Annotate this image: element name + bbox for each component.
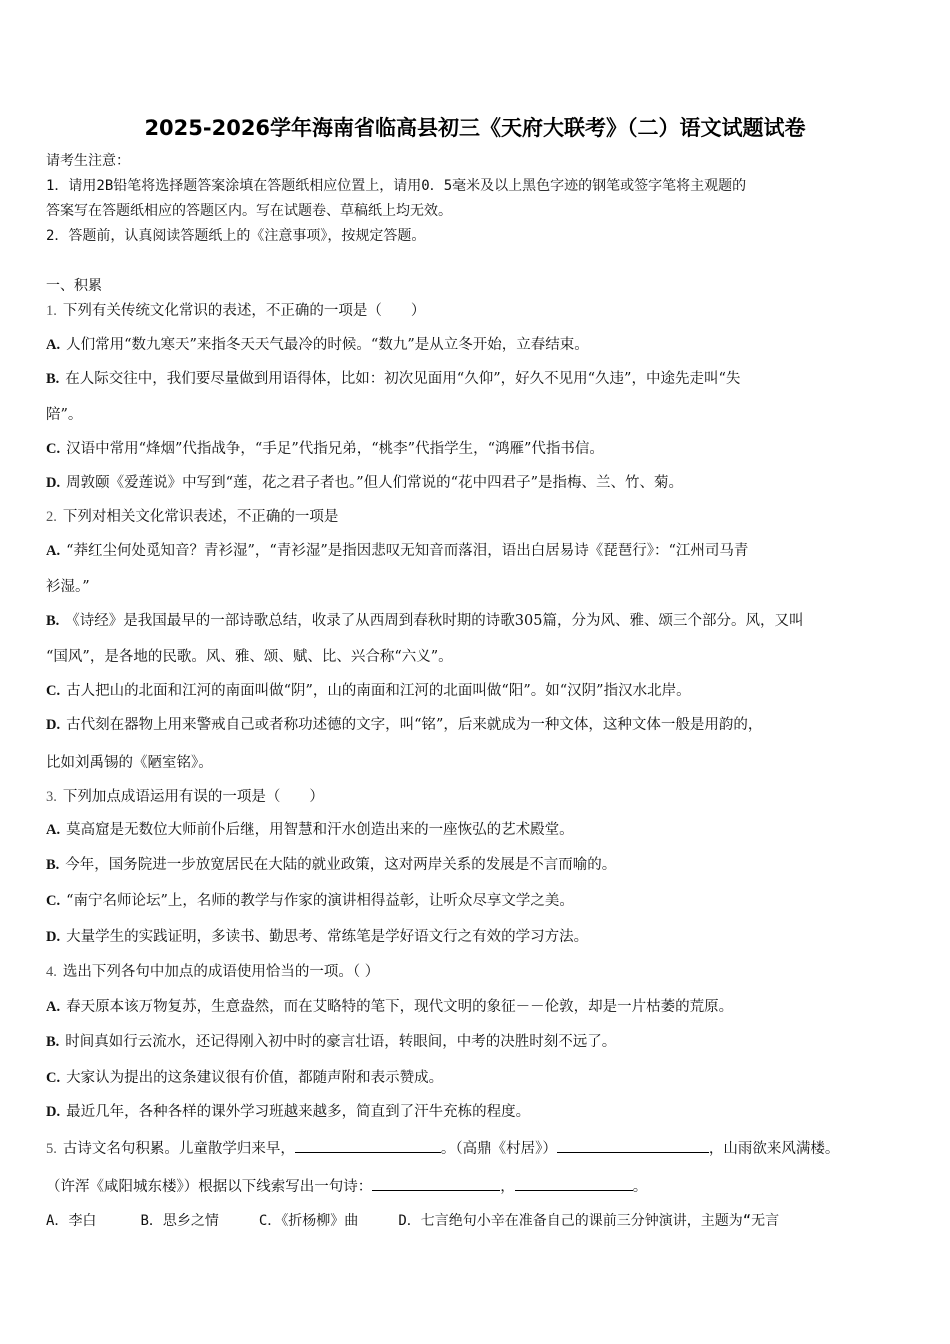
- option-text: 周敦颐《爱莲说》中写到“莲，花之君子者也。”但人们常说的“花中四君子”是指梅、兰、竹、菊。: [66, 475, 684, 491]
- question-text: 。: [632, 1179, 648, 1195]
- option-b: [140, 1213, 218, 1229]
- answer-blank-3[interactable]: [372, 1176, 500, 1191]
- option-letter: A.: [46, 337, 61, 353]
- question-number: 2.: [46, 509, 57, 525]
- question-3-stem: [46, 787, 324, 807]
- option-c: [259, 1213, 358, 1229]
- question-3-option-d: [46, 927, 588, 947]
- section-heading: 一、积累: [46, 278, 102, 294]
- option-letter: D.: [46, 1104, 61, 1120]
- option-letter: D.: [46, 929, 61, 945]
- question-text: 下列加点成语运用有误的一项是（ ）: [62, 789, 324, 805]
- option-letter: B.: [46, 1034, 60, 1050]
- question-3-option-c: [46, 891, 574, 911]
- option-letter: A.: [46, 999, 61, 1015]
- question-5-line-2: [46, 1176, 647, 1197]
- option-text: 大量学生的实践证明，多读书、勤思考、常练笔是学好语文行之有效的学习方法。: [66, 929, 589, 945]
- question-4-option-a: [46, 997, 733, 1017]
- question-text: ，山雨欲来风满楼。: [708, 1141, 840, 1157]
- option-letter: D．: [398, 1213, 421, 1229]
- question-4-option-b: [46, 1032, 616, 1052]
- option-text: 时间真如行云流水，还记得刚入初中时的豪言壮语，转眼间，中考的决胜时刻不远了。: [65, 1034, 617, 1050]
- option-letter: C.: [46, 1070, 61, 1086]
- question-number: 5.: [46, 1141, 57, 1157]
- option-letter: D.: [46, 475, 61, 491]
- option-text: “莽红尘何处觅知音？青衫湿”，“青衫湿”是指因悲叹无知音而落泪，语出白居易诗《琵琶行》：“江州司马青: [66, 543, 749, 559]
- question-2-option-a-cont: 衫湿。”: [46, 579, 90, 595]
- page-title: 2025-2026学年海南省临高县初三《天府大联考》（二）语文试题试卷: [144, 116, 806, 140]
- option-letter: A.: [46, 822, 61, 838]
- option-text: 大家认为提出的这条建议很有价值，都随声附和表示赞成。: [66, 1070, 444, 1086]
- question-3-option-a: [46, 820, 574, 840]
- option-text: 李白: [68, 1213, 97, 1229]
- question-1-option-d: [46, 473, 683, 493]
- option-letter: C.: [46, 441, 61, 457]
- question-5-options: [46, 1211, 779, 1231]
- question-number: 4.: [46, 964, 57, 980]
- option-d: [398, 1213, 779, 1229]
- question-text: 选出下列各句中加点的成语使用恰当的一项。（ ）: [62, 964, 380, 980]
- option-a: [46, 1213, 96, 1229]
- question-2-stem: [46, 507, 338, 527]
- question-2-option-b-cont: “国风”，是各地的民歌。风、雅、颂、赋、比、兴合称“六义”。: [46, 649, 453, 665]
- option-text: 今年，国务院进一步放宽居民在大陆的就业政策，这对两岸关系的发展是不言而喻的。: [65, 857, 617, 873]
- question-1-option-c: [46, 439, 604, 459]
- answer-blank-4[interactable]: [515, 1176, 633, 1191]
- question-text: 。（高鼎《村居》）: [440, 1141, 557, 1157]
- option-letter: C.: [46, 893, 61, 909]
- notice-item-2: 2．答题前，认真阅读答题纸上的《注意事项》，按规定答题。: [46, 228, 426, 244]
- question-1-option-b: [46, 369, 740, 389]
- option-text: 《诗经》是我国最早的一部诗歌总结，收录了从西周到春秋时期的诗歌305篇，分为风、雅、颂三个部分。风，又叫: [65, 613, 804, 629]
- option-letter: B.: [46, 857, 60, 873]
- question-4-option-d: [46, 1102, 530, 1122]
- option-text: 《折杨柳》曲: [281, 1213, 359, 1229]
- question-4-option-c: [46, 1068, 443, 1088]
- question-text: 下列对相关文化常识表述，不正确的一项是: [62, 509, 339, 525]
- option-letter: A．: [46, 1213, 69, 1229]
- option-text: “南宁名师论坛”上，名师的教学与作家的演讲相得益彰，让听众尽享文学之美。: [66, 893, 574, 909]
- option-text: 莫高窟是无数位大师前仆后继，用智慧和汗水创造出来的一座恢弘的艺术殿堂。: [66, 822, 574, 838]
- option-letter: C．: [258, 1213, 282, 1229]
- answer-blank-1[interactable]: [295, 1138, 441, 1153]
- option-letter: A.: [46, 543, 61, 559]
- option-letter: C.: [46, 683, 61, 699]
- question-2-option-a: [46, 541, 748, 561]
- question-4-stem: [46, 962, 379, 982]
- question-1-option-b-cont: 陪”。: [46, 407, 83, 423]
- question-text: ，: [500, 1179, 515, 1195]
- question-1-option-a: [46, 335, 589, 355]
- question-text: （许浑《咸阳城东楼》）根据以下线索写出一句诗：: [46, 1179, 373, 1195]
- question-2-option-d-cont: 比如刘禹锡的《陋室铭》。: [46, 755, 213, 771]
- notice-heading: 请考生注意：: [46, 153, 130, 169]
- option-letter: D.: [46, 717, 61, 733]
- option-text: 人们常用“数九寒天”来指冬天天气最冷的时候。“数九”是从立冬开始，立春结束。: [66, 337, 589, 353]
- option-text: 最近几年，各种各样的课外学习班越来越多，简直到了汗牛充栋的程度。: [66, 1104, 531, 1120]
- option-text: 汉语中常用“烽烟”代指战争，“手足”代指兄弟，“桃李”代指学生，“鸿雁”代指书信。: [66, 441, 604, 457]
- option-text: 在人际交往中，我们要尽量做到用语得体，比如：初次见面用“久仰”，好久不见用“久违”，中途先走叫“失: [65, 371, 741, 387]
- option-text: 春天原本该万物复苏，生意盎然，而在艾略特的笔下，现代文明的象征－－伦敦，却是一片枯萎的荒原。: [66, 999, 734, 1015]
- answer-blank-2[interactable]: [557, 1138, 709, 1153]
- question-2-option-c: [46, 681, 691, 701]
- option-text: 思乡之情: [162, 1213, 219, 1229]
- option-letter: B.: [46, 613, 60, 629]
- option-letter: B.: [46, 371, 60, 387]
- question-text: 下列有关传统文化常识的表述，不正确的一项是（ ）: [62, 303, 426, 319]
- notice-item-1-line-2: 答案写在答题纸相应的答题区内。写在试题卷、草稿纸上均无效。: [46, 203, 452, 219]
- question-number: 3.: [46, 789, 57, 805]
- option-text: 七言绝句小辛在准备自己的课前三分钟演讲，主题为“无言: [420, 1213, 780, 1229]
- question-3-option-b: [46, 855, 616, 875]
- question-2-option-d: [46, 715, 762, 735]
- question-number: 1.: [46, 303, 57, 319]
- question-text: 古诗文名句积累。儿童散学归来早，: [62, 1141, 295, 1157]
- option-letter: B．: [140, 1213, 163, 1229]
- question-1-stem: [46, 301, 425, 321]
- notice-item-1-line-1: 1．请用2B铅笔将选择题答案涂填在答题纸相应位置上，请用0．5毫米及以上黑色字迹的钢笔或签字笔将主观题的: [46, 178, 747, 194]
- question-2-option-b: [46, 611, 803, 631]
- question-5-stem: [46, 1138, 839, 1159]
- option-text: 古代刻在器物上用来警戒自己或者称功述德的文字，叫“铭”，后来就成为一种文体，这种文体一般是用韵的，: [66, 717, 763, 733]
- option-text: 古人把山的北面和江河的南面叫做“阴”，山的南面和江河的北面叫做“阳”。如“汉阴”指汉水北岸。: [66, 683, 691, 699]
